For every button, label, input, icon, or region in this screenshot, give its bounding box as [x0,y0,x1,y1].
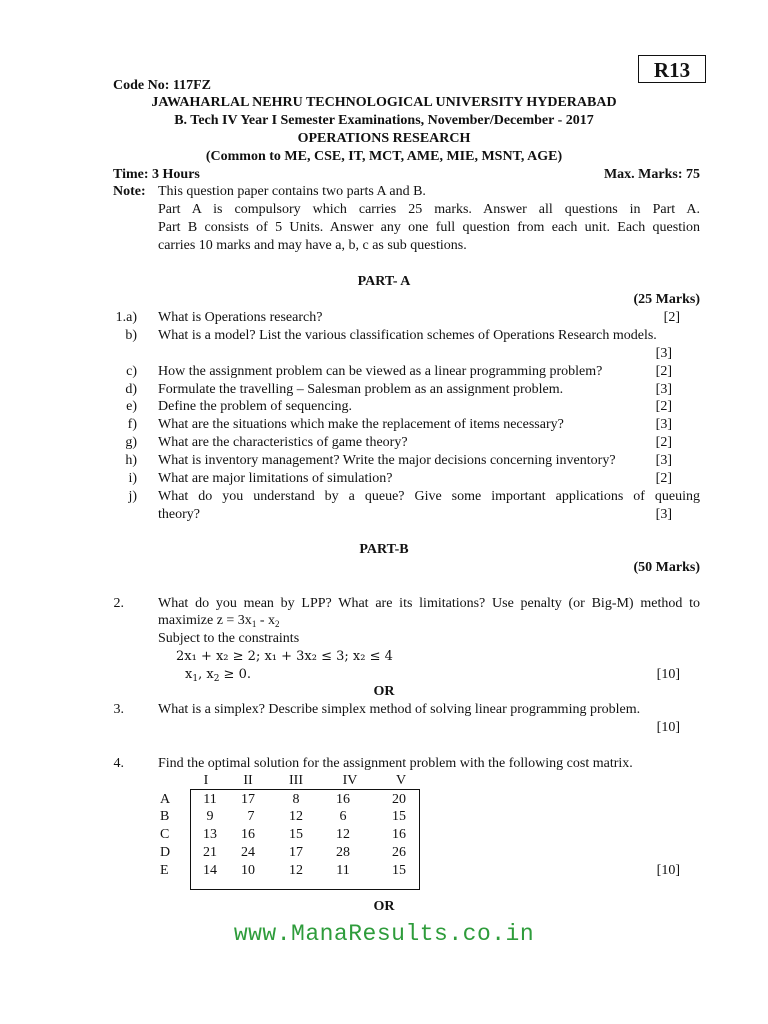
note-line: Part A is compulsory which carries 25 marks. Answer all questions in Part A. [158,202,700,217]
question-text: What do you understand by a queue? Give some important applications of queuing [158,489,700,504]
question-text: What are the situations which make the replacement of items necessary? [158,417,564,432]
column-header: III [289,773,303,788]
matrix-cell: 17 [241,792,255,807]
question-text: Define the problem of sequencing. [158,399,352,414]
row-label: B [160,809,170,824]
regulation-badge: R13 [638,55,706,83]
matrix-cell: 17 [289,845,303,860]
constraints: 2x₁ + x₂ ≥ 2; x₁ + 3x₂ ≤ 3; x₂ ≤ 4 [176,649,393,664]
matrix-cell: 7 [247,809,255,824]
column-header: V [395,773,407,788]
matrix-cell: 9 [206,809,214,824]
question-number: g) [125,435,137,450]
or-separator: OR [373,899,395,914]
question-marks: [2] [655,364,672,379]
question-text: What is a simplex? Describe simplex method of solving linear programming problem. [158,702,641,717]
matrix-cell: 12 [289,809,303,824]
part-a-marks: (25 Marks) [633,292,700,307]
column-header: IV [342,773,358,788]
question-number: b) [125,328,137,343]
matrix-cell: 8 [292,792,300,807]
matrix-cell: 28 [336,845,350,860]
matrix-cell: 16 [241,827,255,842]
part-b-marks: (50 Marks) [633,560,700,575]
question-marks: [2] [655,435,672,450]
question-number: f) [127,417,137,432]
question-marks: [10] [656,863,680,878]
question-text: What are major limitations of simulation? [158,471,393,486]
question-text: What is a model? List the various classification schemes of Operations Research models. [158,328,657,343]
note-line: Part B consists of 5 Units. Answer any one full question from each unit. Each question [158,220,700,235]
note-line: carries 10 marks and may have a, b, c as sub questions. [158,238,467,253]
row-label: E [160,863,169,878]
question-text: What do you mean by LPP? What are its limitations? Use penalty (or Big-M) method to [158,596,700,611]
question-marks: [2] [663,310,680,325]
matrix-cell: 13 [203,827,217,842]
exam-time: Time: 3 Hours [113,167,200,182]
question-number: d) [125,382,137,397]
column-header: II [243,773,253,788]
row-label: A [160,792,171,807]
matrix-cell: 26 [392,845,406,860]
question-number: i) [128,471,137,486]
watermark-text: www.ManaResults.co.in [233,921,535,947]
matrix-cell: 12 [336,827,350,842]
question-marks: [2] [655,399,672,414]
or-separator: OR [373,684,395,699]
question-number: 2. [113,596,124,611]
question-text-continued: theory? [158,507,200,522]
question-marks: [10] [656,667,680,682]
question-text: Formulate the travelling – Salesman problem as an assignment problem. [158,382,564,397]
question-text: What are the characteristics of game theory? [158,435,408,450]
non-negativity: $x_1$, $x_2 \ge 0$. [185,667,251,684]
question-marks: [3] [655,346,672,361]
matrix-cell: 16 [336,792,350,807]
matrix-cell: 20 [392,792,406,807]
question-text: What is Operations research? [158,310,323,325]
question-number: c) [126,364,137,379]
question-marks: [3] [655,507,672,522]
university-name: JAWAHARLAL NEHRU TECHNOLOGICAL UNIVERSITY HYDERABAD [151,95,617,110]
question-number: j) [128,489,137,504]
matrix-cell: 10 [241,863,255,878]
matrix-cell: 11 [336,863,350,878]
matrix-cell: 15 [392,809,406,824]
objective-function: maximize $z = 3x_1 - x_2$ [158,613,280,629]
question-number: 1.a) [115,310,137,325]
matrix-cell: 14 [203,863,217,878]
question-marks: [2] [655,471,672,486]
code-number: Code No: 117FZ [113,78,211,93]
matrix-cell: 15 [392,863,406,878]
matrix-cell: 12 [289,863,303,878]
row-label: C [160,827,170,842]
row-label: D [160,845,171,860]
part-a-title: PART- A [357,274,411,289]
note-line: This question paper contains two parts A and B. [158,184,426,199]
question-number: e) [126,399,137,414]
matrix-cell: 6 [339,809,347,824]
matrix-cell: 24 [241,845,255,860]
matrix-cell: 21 [203,845,217,860]
common-branches: (Common to ME, CSE, IT, MCT, AME, MIE, MSNT, AGE) [205,149,563,164]
question-marks: [3] [655,453,672,468]
part-b-title: PART-B [359,542,409,557]
matrix-cell: 11 [203,792,217,807]
question-number: h) [125,453,137,468]
subject-title: OPERATIONS RESEARCH [297,131,471,146]
question-marks: [3] [655,382,672,397]
question-marks: [3] [655,417,672,432]
question-text: Find the optimal solution for the assignment problem with the following cost matrix. [158,756,633,771]
question-text: What is inventory management? Write the major decisions concerning inventory? [158,453,616,468]
note-label: Note: [113,184,146,199]
max-marks: Max. Marks: 75 [603,167,700,182]
column-header: I [203,773,209,788]
question-number: 3. [113,702,124,717]
question-text: How the assignment problem can be viewed as a linear programming problem? [158,364,603,379]
matrix-cell: 16 [392,827,406,842]
question-marks: [10] [656,720,680,735]
matrix-cell: 15 [289,827,303,842]
exam-title: B. Tech IV Year I Semester Examinations, November/December - 2017 [174,113,594,128]
question-number: 4. [113,756,124,771]
question-text: Subject to the constraints [158,631,300,646]
